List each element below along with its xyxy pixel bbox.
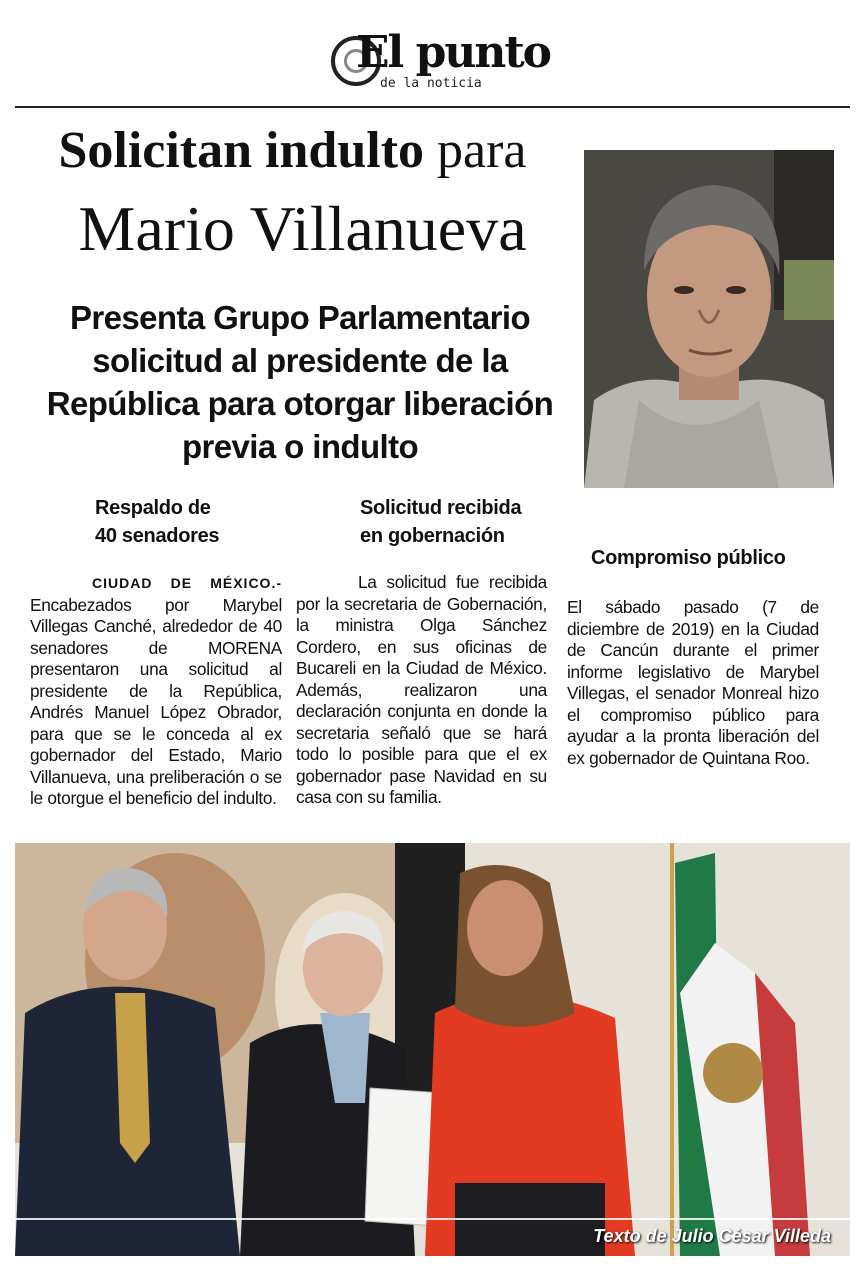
section2-body: La solicitud fue recibida por la secretaria de Gobernación, la ministra Olga Sánchez Cordero, en sus oficinas de Bucareli en la Ciudad de México. Además, realizaron una declaración conjunta en donde la secretaria señaló que se hará todo lo posible para que el ex gobernador pase Navidad en su casa con su familia.	[296, 572, 547, 807]
headline-plain: para	[437, 122, 527, 179]
credit-divider	[15, 1218, 850, 1220]
masthead-divider	[15, 106, 850, 108]
section1-heading-line1: Respaldo de	[95, 497, 211, 519]
section2-heading	[360, 494, 521, 550]
subheadline: Presenta Grupo Parlamentario solicitud al presidente de la República para otorgar liberación previa o indulto	[46, 299, 554, 465]
photo-credit: Texto de Julio César Villeda	[593, 1226, 831, 1246]
headline-line2: Mario Villanueva	[78, 193, 527, 264]
section1-dateline: CIUDAD DE MÉXICO.-	[92, 575, 282, 591]
section1-heading-line2: 40 senadores	[95, 525, 220, 547]
headline-line1	[15, 120, 570, 182]
headline-bold: Solicitan indulto	[58, 122, 425, 179]
section1-heading	[95, 494, 219, 550]
section2-heading-line2: en gobernación	[360, 525, 505, 547]
section1-body: Encabezados por Marybel Villegas Canché, alrededor de 40 senadores de MORENA presentaron una solicitud al presidente de la República, Andrés Manuel López Obrador, para que se le conceda al ex gobernador del Estado, Mario Villanueva, una preliberación o se le otorgue el beneficio del indulto.	[30, 594, 282, 808]
portrait-photo	[584, 150, 834, 488]
masthead	[0, 28, 865, 98]
section3-body: El sábado pasado (7 de diciembre de 2019) en la Ciudad de Cancún durante el primer informe legislativo de Marybel Villegas, el senador Monreal hizo el compromiso público para ayudar a la pronta liberación del ex gobernador de Quintana Roo.	[567, 597, 819, 768]
section1-body-block	[30, 572, 282, 810]
section2-heading-line1: Solicitud recibida	[360, 497, 522, 519]
section3-heading: Compromiso público	[591, 547, 786, 569]
masthead-subtitle: de la noticia	[380, 76, 482, 91]
masthead-title: El punto	[356, 27, 550, 78]
group-photo	[15, 843, 850, 1256]
